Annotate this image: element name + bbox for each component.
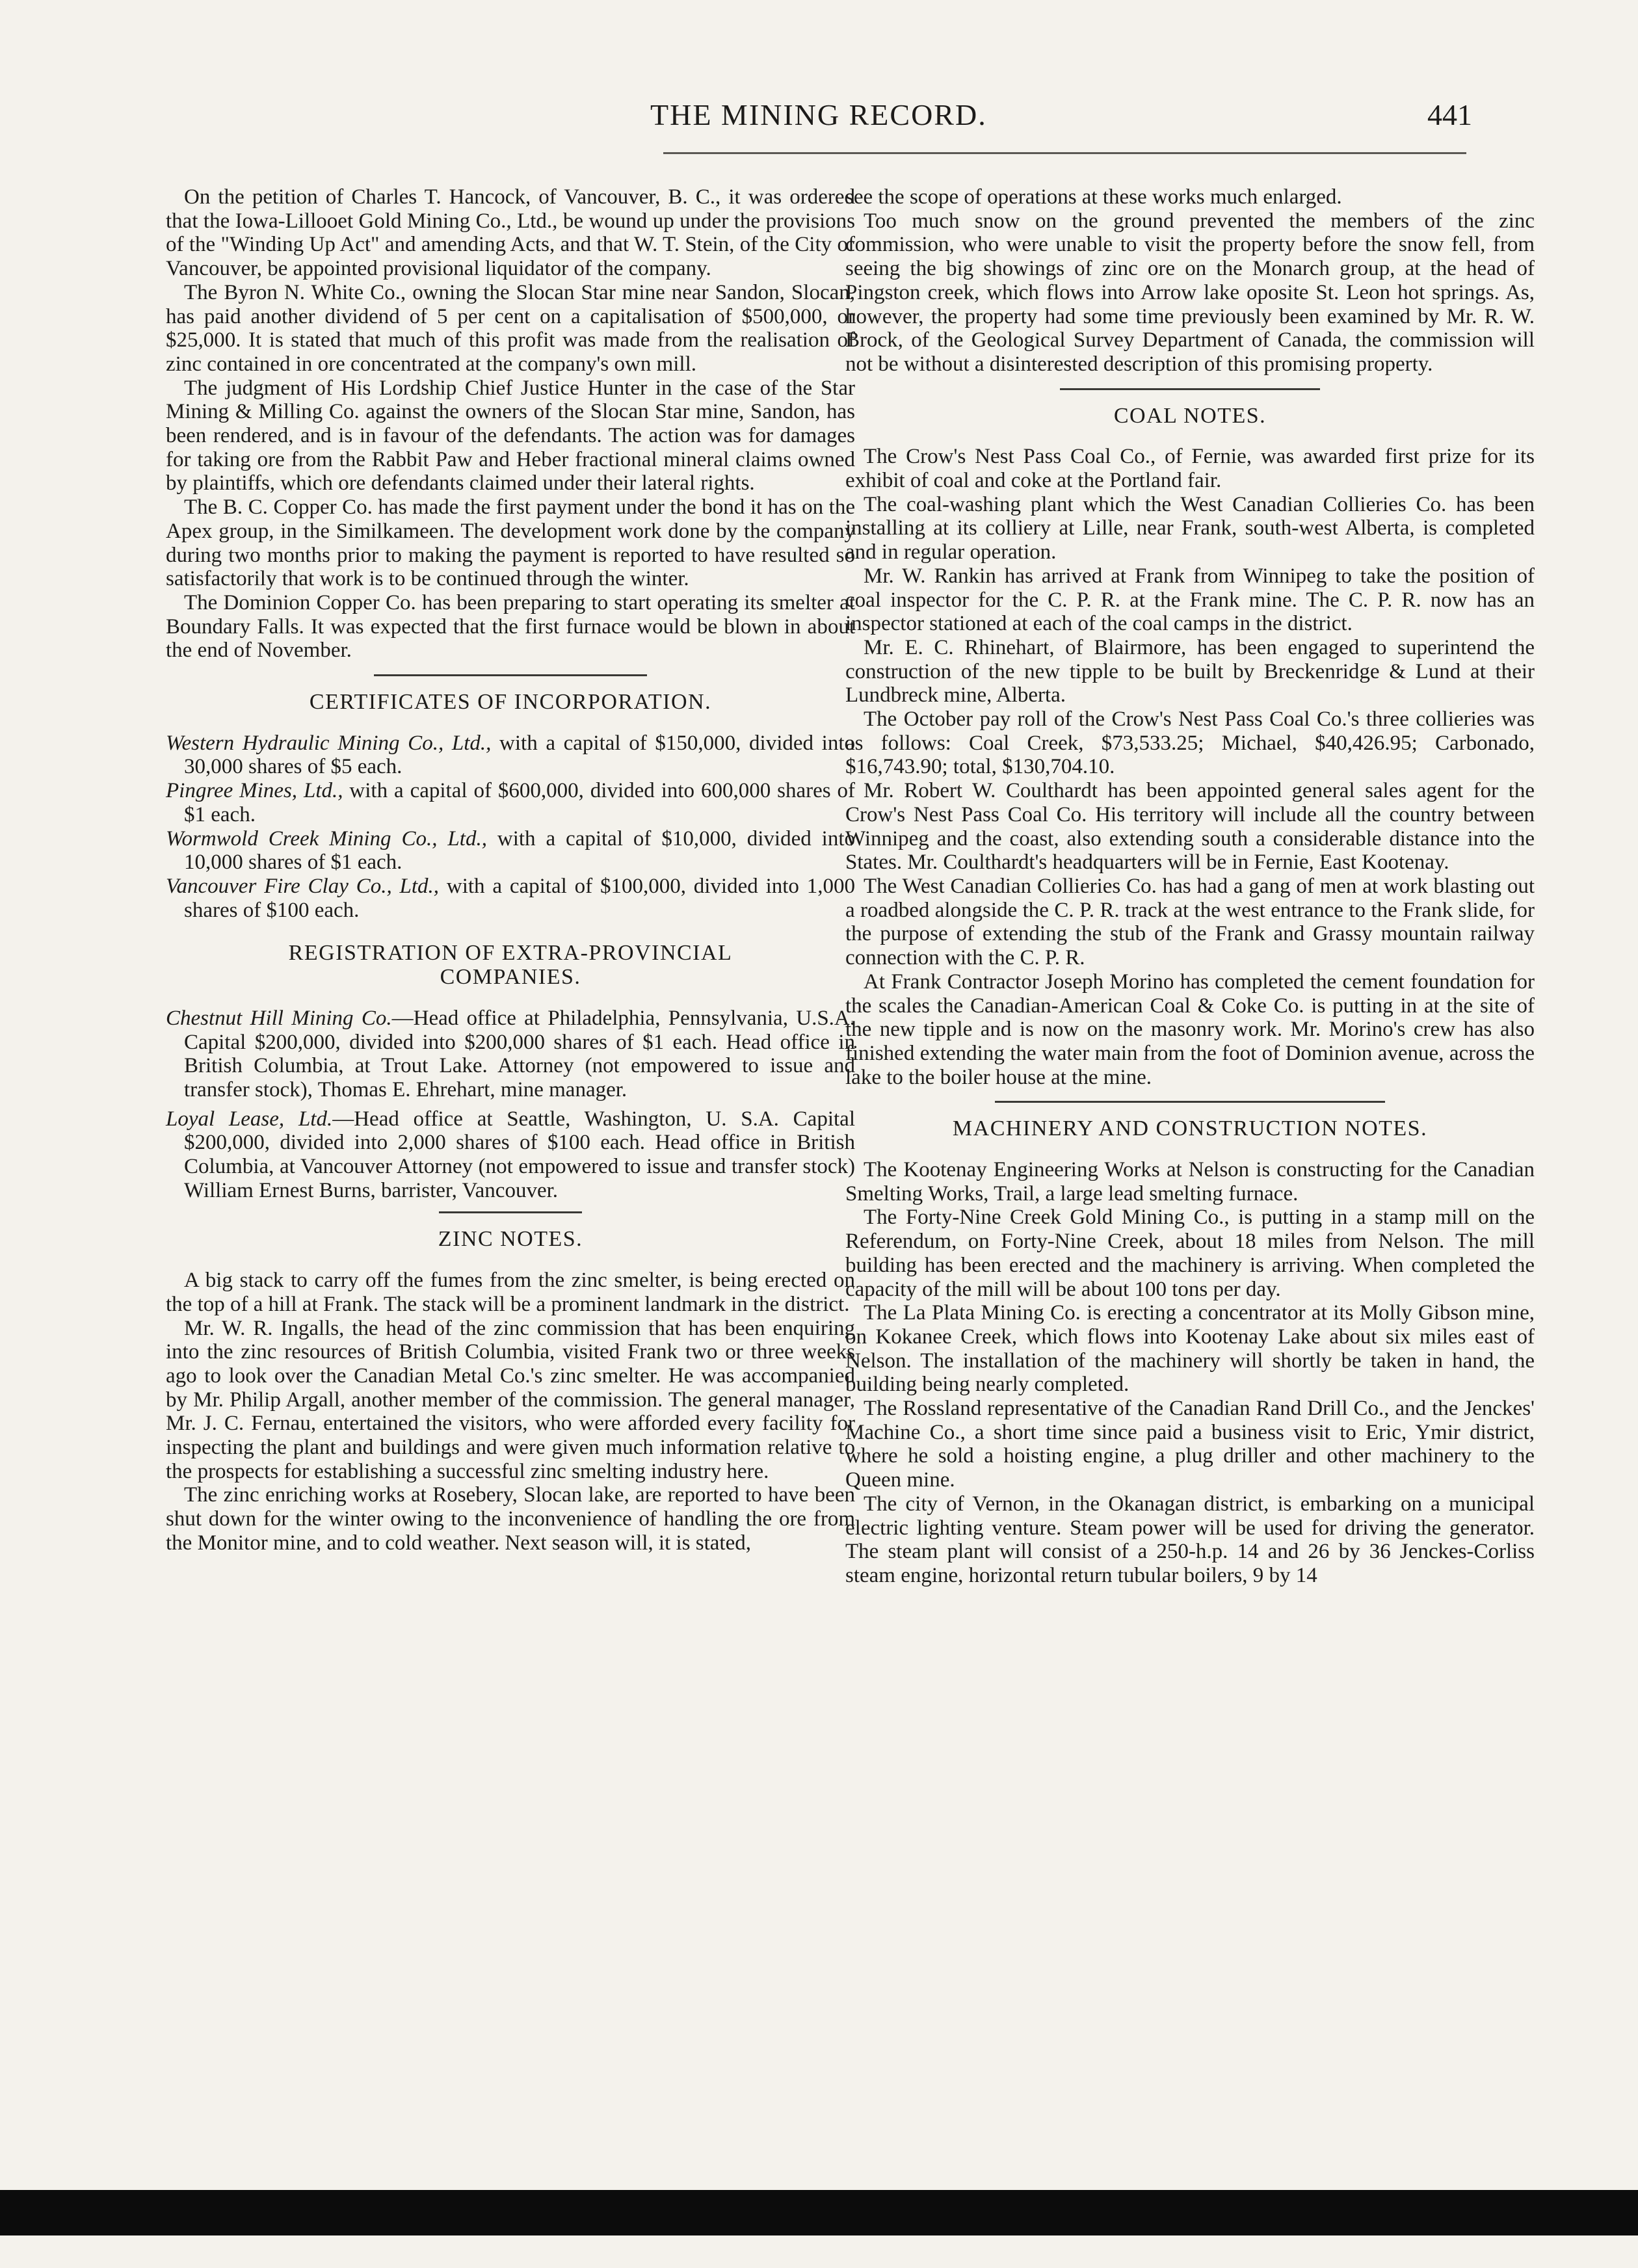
paragraph: The October pay roll of the Crow's Nest Pass Coal Co.'s three collieries was as follows: Coal Creek, $73,533.25; Michael, $40,426.95; Carbonado, $16,743.90; total, $130,704.10. bbox=[845, 707, 1535, 779]
paragraph: A big stack to carry off the fumes from the zinc smelter, is being erected on the top of a hill at Frank. The stack will be a prominent landmark in the district. bbox=[166, 1269, 855, 1316]
paragraph: The La Plata Mining Co. is erecting a concentrator at its Molly Gibson mine, on Kokanee Creek, which flows into Kootenay Lake about six miles east of Nelson. The installation of the machinery will shortly be taken in hand, the building being nearly completed. bbox=[845, 1301, 1535, 1397]
paragraph: The West Canadian Collieries Co. has had a gang of men at work blasting out a roadbed alongside the C. P. R. track at the west entrance to the Frank slide, for the purpose of extending the stub of the Frank and Grassy mountain railway connection with the C. P. R. bbox=[845, 874, 1535, 970]
section-heading-registration: REGISTRATION OF EXTRA-PROVINCIAL COMPANIES. bbox=[288, 941, 733, 990]
page-header bbox=[0, 98, 1638, 143]
entry-text: with a capital of $150,000, divided into 30,000 shares of $5 each. bbox=[184, 731, 855, 779]
entry-text: with a capital of $100,000, divided into 1,000 shares of $100 each. bbox=[184, 874, 855, 922]
registration-entry bbox=[166, 1107, 855, 1203]
right-column bbox=[845, 185, 1535, 1588]
header-rule bbox=[663, 152, 1466, 154]
paragraph: Mr. E. C. Rhinehart, of Blairmore, has been engaged to superintend the construction of the new tipple to be built by Breckenridge & Lund at their Lundbreck mine, Alberta. bbox=[845, 635, 1535, 707]
section-heading-machinery: MACHINERY AND CONSTRUCTION NOTES. bbox=[952, 1116, 1428, 1141]
paragraph: The Kootenay Engineering Works at Nelson is constructing for the Canadian Smelting Works, Trail, a large lead smelting furnace. bbox=[845, 1158, 1535, 1206]
paragraph: The judgment of His Lordship Chief Justice Hunter in the case of the Star Mining & Milling Co. against the owners of the Slocan Star mine, Sandon, has been rendered, and is in favour of the defendants. The action was for damages for taking ore from the Rabbit Paw and Heber fractional mineral claims owned by plaintiffs, which ore defendants claimed under their lateral rights. bbox=[166, 376, 855, 495]
company-name: Chestnut Hill Mining Co. bbox=[166, 1006, 392, 1030]
paragraph: The city of Vernon, in the Okanagan district, is embarking on a municipal electric lighting venture. Steam power will be used for driving the generator. The steam plant will consist of a 250-h.p. 14 and 26 by 36 Jenckes-Corliss steam engine, horizontal return tubular boilers, 9 by 14 bbox=[845, 1492, 1535, 1587]
section-rule bbox=[374, 674, 647, 676]
page-number: 441 bbox=[1427, 98, 1472, 131]
scan-edge-band bbox=[0, 2190, 1638, 2235]
registration-entry bbox=[166, 1007, 855, 1102]
paragraph: On the petition of Charles T. Hancock, of Vancouver, B. C., it was ordered that the Iowa-Lillooet Gold Mining Co., Ltd., be wound up under the provisions of the "Winding Up Act" and amending Acts, and that W. T. Stein, of the City of Vancouver, be appointed provisional liquidator of the company. bbox=[166, 185, 855, 281]
paragraph: The Byron N. White Co., owning the Slocan Star mine near Sandon, Slocan, has paid another dividend of 5 per cent on a capitalisation of $500,000, or $25,000. It is stated that much of this profit was made from the realisation of zinc contained in ore concentrated at the company's own mill. bbox=[166, 280, 855, 376]
section-rule bbox=[995, 1101, 1385, 1103]
paragraph: At Frank Contractor Joseph Morino has completed the cement foundation for the scales the Canadian-American Coal & Coke Co. is putting in at the site of the new tipple and is now on the masonry work. Mr. Morino's crew has also finished extending the water main from the foot of Dominion avenue, across the lake to the boiler house at the mine. bbox=[845, 969, 1535, 1089]
paragraph: Mr. Robert W. Coulthardt has been appointed general sales agent for the Crow's Nest Pass Coal Co. His territory will include all the country between Winnipeg and the coast, also extending south a considerable distance into the States. Mr. Coulthardt's headquarters will be in Fernie, East Kootenay. bbox=[845, 779, 1535, 875]
company-name: Loyal Lease, Ltd. bbox=[166, 1107, 333, 1131]
company-name: Pingree Mines, Ltd., bbox=[166, 779, 343, 803]
entry-text: with a capital of $600,000, divided into 600,000 shares of $1 each. bbox=[184, 779, 855, 826]
section-heading-coal: COAL NOTES. bbox=[1113, 403, 1267, 428]
paragraph: Too much snow on the ground prevented the members of the zinc commission, who were unable to visit the property before the snow fell, from seeing the big showings of zinc ore on the Monarch group, at the head of Pingston creek, which flows into Arrow lake oposite St. Leon hot springs. As, however, the property had some time previously been examined by Mr. R. W. Brock, of the Geological Survey Department of Canada, the commission will not be without a disinterested description of this promising property. bbox=[845, 209, 1535, 376]
paragraph: Mr. W. Rankin has arrived at Frank from Winnipeg to take the position of coal inspector for the C. P. R. at the Frank mine. The C. P. R. now has an inspector stationed at each of the coal camps in the district. bbox=[845, 564, 1535, 636]
company-name: Western Hydraulic Mining Co., Ltd., bbox=[166, 731, 492, 755]
entry-text: with a capital of $10,000, divided into 10,000 shares of $1 each. bbox=[184, 826, 855, 875]
running-title: THE MINING RECORD. bbox=[650, 98, 987, 131]
section-rule bbox=[1060, 388, 1320, 390]
incorporation-entry bbox=[166, 827, 855, 875]
left-column bbox=[166, 185, 855, 1555]
paragraph: The Dominion Copper Co. has been preparing to start operating its smelter at Boundary Falls. It was expected that the first furnace would be blown in about the end of November. bbox=[166, 590, 855, 663]
incorporation-entry bbox=[166, 732, 855, 779]
paragraph: The Crow's Nest Pass Coal Co., of Fernie, was awarded first prize for its exhibit of coal and coke at the Portland fair. bbox=[845, 445, 1535, 493]
incorporation-entry bbox=[166, 875, 855, 922]
entry-text: —Head office at Philadelphia, Pennsylvania, U.S.A. Capital $200,000, divided into $200,000 shares of $1 each. Head office in British Columbia, at Trout Lake. Attorney (not empowered to issue and transfer stock), Thomas E. Ehrehart, mine manager. bbox=[184, 1006, 855, 1101]
company-name: Vancouver Fire Clay Co., Ltd., bbox=[166, 874, 440, 898]
section-rule bbox=[439, 1211, 582, 1213]
incorporation-entry bbox=[166, 779, 855, 826]
paragraph: see the scope of operations at these works much enlarged. bbox=[845, 185, 1342, 209]
paragraph: The B. C. Copper Co. has made the first payment under the bond it has on the Apex group, in the Similkameen. The development work done by the company during two months prior to making the payment is reported to have resulted so satisfactorily that work is to be continued through the winter. bbox=[166, 495, 855, 591]
section-heading-zinc: ZINC NOTES. bbox=[438, 1227, 583, 1252]
paragraph: The Forty-Nine Creek Gold Mining Co., is putting in a stamp mill on the Referendum, on Forty-Nine Creek, about 18 miles from Nelson. The mill building has been erected and the machinery is arriving. When completed the capacity of the mill will be about 100 tons per day. bbox=[845, 1206, 1535, 1301]
paragraph: Mr. W. R. Ingalls, the head of the zinc commission that has been enquiring into the zinc resources of British Columbia, visited Frank two or three weeks ago to look over the Canadian Metal Co.'s zinc smelter. He was accompanied by Mr. Philip Argall, another member of the commission. The general manager, Mr. J. C. Fernau, entertained the visitors, who were afforded every facility for inspecting the plant and buildings and were given much information relative to the prospects for establishing a successful zinc smelting industry here. bbox=[166, 1316, 855, 1483]
paragraph: The Rossland representative of the Canadian Rand Drill Co., and the Jenckes' Machine Co., a short time since paid a business visit to Eric, Ymir district, where he sold a hoisting engine, a plug driller and other machinery to the Queen mine. bbox=[845, 1397, 1535, 1492]
company-name: Wormwold Creek Mining Co., Ltd., bbox=[166, 826, 487, 850]
entry-text: —Head office at Seattle, Washington, U. S.A. Capital $200,000, divided into 2,000 shares of $100 each. Head office in British Columbia, at Vancouver Attorney (not empowered to issue and transfer stock) William Ernest Burns, barrister, Vancouver. bbox=[184, 1107, 855, 1202]
paragraph: The zinc enriching works at Rosebery, Slocan lake, are reported to have been shut down for the winter owing to the inconvenience of handling the ore from the Monitor mine, and to cold weather. Next season will, it is stated, bbox=[166, 1483, 855, 1555]
section-heading-certificates: CERTIFICATES OF INCORPORATION. bbox=[309, 690, 712, 715]
paragraph: The coal-washing plant which the West Canadian Collieries Co. has been installing at its colliery at Lille, near Frank, south-west Alberta, is completed and in regular operation. bbox=[845, 492, 1535, 564]
